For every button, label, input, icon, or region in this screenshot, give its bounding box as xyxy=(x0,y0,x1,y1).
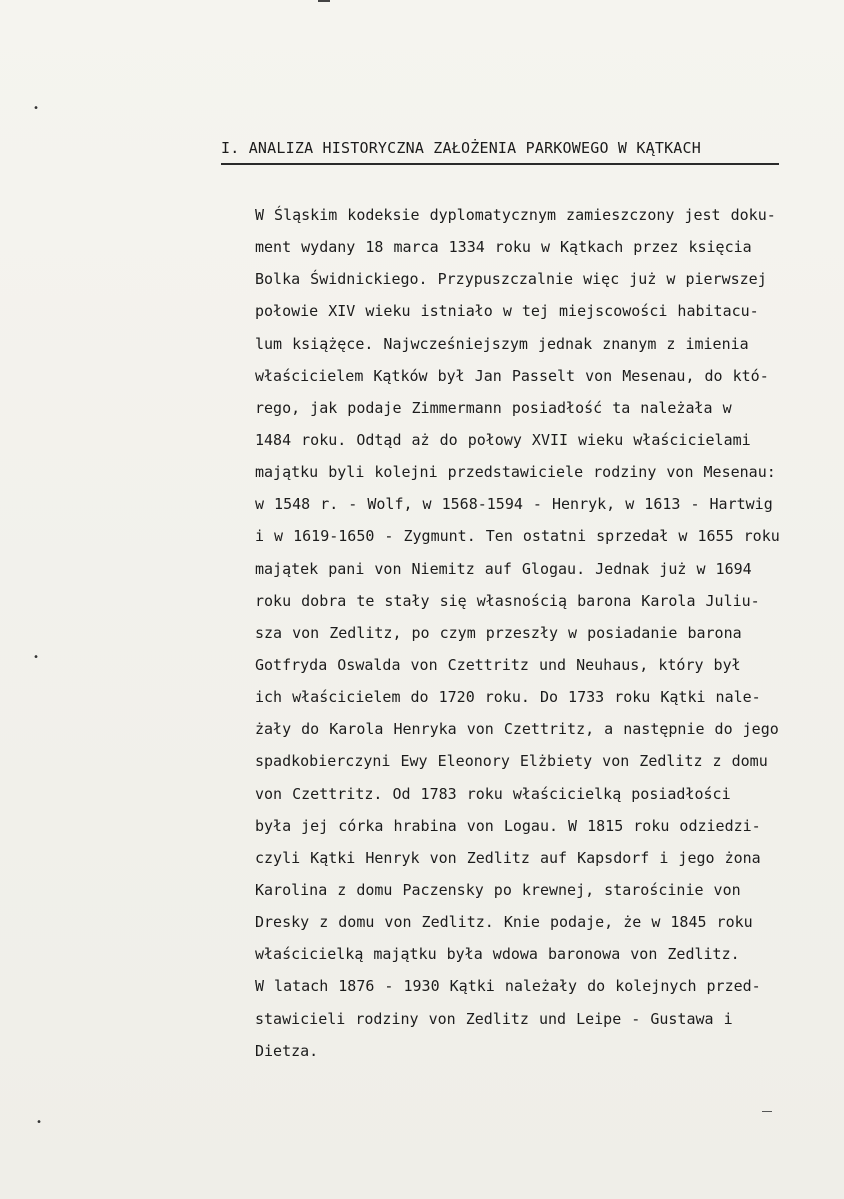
text-line: 1484 roku. Odtąd aż do połowy XVII wieku właścicielami xyxy=(255,430,751,449)
text-line: sza von Zedlitz, po czym przeszły w posiadanie barona xyxy=(255,623,742,642)
margin-dot: • xyxy=(36,1117,43,1128)
text-line: była jej córka hrabina von Logau. W 1815 roku odziedzi- xyxy=(255,816,761,835)
text-line: majątku byli kolejni przedstawiciele rodziny von Mesenau: xyxy=(255,463,776,482)
body-text xyxy=(255,203,844,1071)
text-line: W Śląskim kodeksie dyplomatycznym zamieszczony jest doku- xyxy=(255,206,776,224)
text-line: czyli Kątki Henryk von Zedlitz auf Kapsdorf i jego żona xyxy=(255,848,761,867)
text-line: i w 1619-1650 - Zygmunt. Ten ostatni sprzedał w 1655 roku xyxy=(255,527,780,546)
margin-dot: • xyxy=(33,103,40,114)
text-line: von Czettritz. Od 1783 roku właścicielką posiadłości xyxy=(255,784,731,803)
text-line: Dietza. xyxy=(255,1041,319,1060)
text-line: właścicielką majątku była wdowa baronowa von Zedlitz. xyxy=(255,945,740,964)
text-line: Bolka Świdnickiego. Przypuszczalnie więc już w pierwszej xyxy=(255,270,767,289)
text-line: Karolina z domu Paczensky po krewnej, starościnie von xyxy=(255,880,741,899)
text-line: spadkobierczyni Ewy Eleonory Elżbiety von Zedlitz z domu xyxy=(255,752,768,771)
text-line: żały do Karola Henryka von Czettritz, a następnie do jego xyxy=(255,720,779,739)
text-line: majątek pani von Niemitz auf Glogau. Jednak już w 1694 xyxy=(255,559,752,578)
text-line: ment wydany 18 marca 1334 roku w Kątkach przez księcia xyxy=(255,238,752,257)
text-line: ich właścicielem do 1720 roku. Do 1733 roku Kątki nale- xyxy=(255,688,761,707)
top-edge-mark xyxy=(318,0,330,14)
text-line: połowie XIV wieku istniało w tej miejscowości habitacu- xyxy=(255,302,759,321)
text-line: w 1548 r. - Wolf, w 1568-1594 - Henryk, w 1613 - Hartwig xyxy=(255,495,773,514)
text-line: stawicieli rodziny von Zedlitz und Leipe - Gustawa i xyxy=(255,1009,733,1028)
text-line: roku dobra te stały się własnością barona Karola Juliu- xyxy=(255,591,760,610)
margin-dot: • xyxy=(33,652,40,663)
heading-underline xyxy=(221,163,779,165)
text-line: W latach 1876 - 1930 Kątki należały do kolejnych przed- xyxy=(255,977,761,996)
text-line: właścicielem Kątków był Jan Passelt von Mesenau, do któ- xyxy=(255,366,769,385)
bottom-margin-mark xyxy=(762,1111,772,1112)
text-line: rego, jak podaje Zimmermann posiadłość ta należała w xyxy=(255,398,732,417)
section-heading: I. ANALIZA HISTORYCZNA ZAŁOŻENIA PARKOWEGO W KĄTKACH xyxy=(221,139,701,157)
text-line: lum książęce. Najwcześniejszym jednak znanym z imienia xyxy=(255,334,749,353)
text-line: Dresky z domu von Zedlitz. Knie podaje, że w 1845 roku xyxy=(255,913,753,932)
text-line: Gotfryda Oswalda von Czettritz und Neuhaus, który był xyxy=(255,655,741,674)
